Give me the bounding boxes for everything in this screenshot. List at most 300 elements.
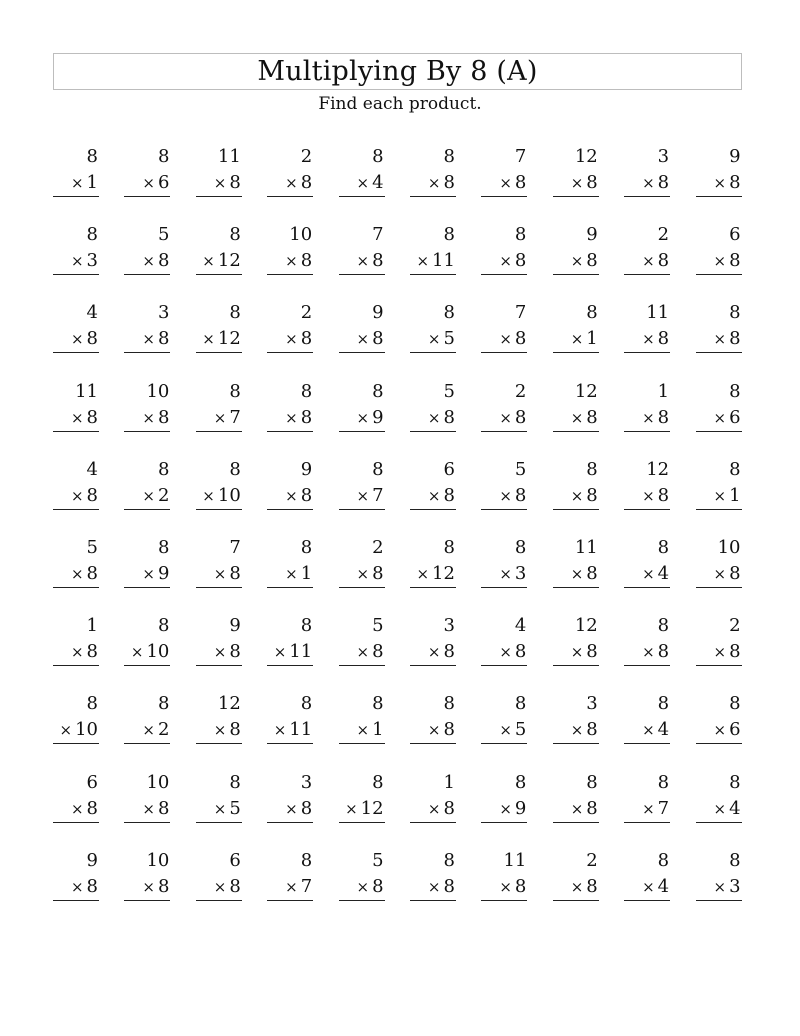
multiplicand: 8	[372, 771, 384, 793]
multiplication-problem	[339, 613, 385, 691]
times-sign: ×	[499, 486, 512, 505]
multiplier-line	[53, 247, 99, 275]
multiplicand: 6	[86, 771, 98, 793]
multiplication-problem	[410, 457, 456, 535]
multiplier-line	[196, 325, 242, 353]
multiplication-problem	[53, 770, 99, 848]
multiplier-line	[196, 716, 242, 744]
multiplier: 8	[514, 641, 527, 663]
multiplier: 7	[372, 484, 384, 506]
multiplier: 8	[229, 172, 241, 193]
multiplicand: 8	[657, 536, 670, 558]
multiplier: 10	[217, 484, 241, 506]
multiplication-problem	[624, 457, 670, 535]
times-sign: ×	[427, 174, 441, 192]
multiplication-problem	[696, 222, 742, 300]
multiplicand: 5	[86, 536, 98, 558]
multiplicand: 8	[443, 693, 455, 715]
multiplicand: 9	[729, 146, 741, 167]
multiplier: 2	[157, 719, 170, 741]
multiplicand: 7	[514, 302, 527, 324]
multiplicand: 8	[657, 615, 670, 637]
multiplicand: 8	[443, 849, 455, 871]
multiplicand: 12	[646, 458, 670, 480]
multiplicand: 8	[514, 536, 527, 558]
times-sign: ×	[213, 799, 227, 818]
multiplication-problem	[696, 300, 742, 378]
multiplication-problem	[196, 691, 242, 769]
multiplication-problem	[53, 379, 99, 457]
multiplier: 8	[586, 250, 598, 272]
multiplicand: 11	[646, 302, 670, 324]
multiplication-problem	[553, 535, 599, 613]
multiplicand: 1	[657, 380, 670, 402]
times-sign: ×	[713, 252, 727, 271]
multiplier-line	[267, 404, 313, 432]
multiplicand: 11	[217, 146, 241, 167]
times-sign: ×	[642, 174, 655, 192]
multiplication-problem	[267, 144, 313, 222]
multiplication-problem	[410, 613, 456, 691]
times-sign: ×	[713, 174, 727, 192]
multiplier: 8	[157, 250, 170, 272]
multiplier: 8	[300, 250, 313, 272]
times-sign: ×	[285, 799, 298, 818]
multiplier-line	[696, 638, 742, 666]
problem-row	[53, 457, 745, 535]
title-box	[53, 53, 742, 90]
multiplier: 8	[729, 250, 741, 272]
multiplier-line	[124, 325, 170, 353]
multiplication-problem	[553, 457, 599, 535]
multiplier-line	[624, 482, 670, 510]
multiplicand: 8	[586, 458, 598, 480]
multiplier: 8	[586, 875, 598, 897]
times-sign: ×	[427, 643, 441, 662]
problem-grid	[53, 144, 745, 926]
multiplier: 8	[229, 875, 241, 897]
multiplier: 6	[729, 406, 741, 428]
multiplication-problem	[410, 222, 456, 300]
multiplier: 8	[586, 719, 598, 741]
multiplier-line	[267, 638, 313, 666]
multiplier: 8	[443, 797, 455, 819]
multiplicand: 5	[514, 458, 527, 480]
multiplication-problem	[53, 457, 99, 535]
multiplication-problem	[124, 379, 170, 457]
multiplicand: 8	[514, 693, 527, 715]
times-sign: ×	[142, 252, 155, 271]
times-sign: ×	[642, 877, 655, 896]
multiplier-line	[339, 325, 385, 353]
multiplication-problem	[196, 300, 242, 378]
multiplication-problem	[624, 691, 670, 769]
multiplication-problem	[53, 535, 99, 613]
times-sign: ×	[285, 174, 298, 192]
multiplicand: 11	[574, 536, 598, 558]
multiplication-problem	[124, 300, 170, 378]
multiplier: 8	[729, 328, 741, 350]
times-sign: ×	[427, 330, 441, 349]
problem-row	[53, 613, 745, 691]
multiplication-problem	[339, 300, 385, 378]
multiplication-problem	[624, 379, 670, 457]
multiplicand: 1	[443, 771, 455, 793]
multiplication-problem	[53, 300, 99, 378]
multiplicand: 8	[157, 458, 170, 480]
multiplier-line	[196, 560, 242, 588]
multiplication-problem	[553, 379, 599, 457]
multiplication-problem	[267, 222, 313, 300]
times-sign: ×	[273, 721, 287, 740]
multiplier-line	[553, 247, 599, 275]
multiplicand: 8	[86, 224, 98, 246]
multiplier: 8	[443, 875, 455, 897]
multiplier: 8	[157, 406, 170, 428]
times-sign: ×	[499, 721, 512, 740]
multiplication-problem	[267, 379, 313, 457]
problem-row	[53, 535, 745, 613]
multiplication-problem	[624, 144, 670, 222]
multiplier-line	[196, 482, 242, 510]
multiplicand: 9	[372, 302, 384, 324]
times-sign: ×	[213, 877, 227, 896]
multiplication-problem	[339, 379, 385, 457]
multiplier-line	[124, 482, 170, 510]
times-sign: ×	[570, 564, 584, 583]
multiplier: 10	[75, 719, 98, 741]
multiplicand: 8	[729, 849, 741, 871]
multiplication-problem	[410, 848, 456, 926]
times-sign: ×	[356, 252, 370, 271]
multiplicand: 8	[514, 224, 527, 246]
multiplicand: 8	[300, 849, 313, 871]
times-sign: ×	[213, 408, 227, 427]
times-sign: ×	[70, 877, 84, 896]
times-sign: ×	[213, 174, 227, 192]
times-sign: ×	[642, 252, 655, 271]
times-sign: ×	[642, 330, 655, 349]
times-sign: ×	[713, 643, 727, 662]
multiplier: 12	[432, 562, 455, 584]
multiplication-problem	[696, 770, 742, 848]
multiplier-line	[481, 560, 527, 588]
multiplication-problem	[196, 457, 242, 535]
times-sign: ×	[356, 486, 370, 505]
multiplicand: 7	[514, 146, 527, 167]
multiplicand: 8	[514, 771, 527, 793]
multiplicand: 9	[86, 849, 98, 871]
multiplication-problem	[267, 457, 313, 535]
multiplier: 4	[729, 797, 741, 819]
multiplier-line	[410, 482, 456, 510]
multiplier-line	[696, 404, 742, 432]
multiplicand: 12	[217, 693, 241, 715]
multiplication-problem	[696, 457, 742, 535]
multiplication-problem	[339, 222, 385, 300]
times-sign: ×	[356, 408, 370, 427]
multiplication-problem	[267, 300, 313, 378]
multiplication-problem	[196, 222, 242, 300]
times-sign: ×	[142, 408, 155, 427]
multiplier-line	[624, 716, 670, 744]
multiplicand: 1	[86, 615, 98, 637]
multiplication-problem	[196, 770, 242, 848]
multiplication-problem	[624, 222, 670, 300]
multiplication-problem	[124, 613, 170, 691]
multiplicand: 2	[657, 224, 670, 246]
multiplicand: 9	[300, 458, 313, 480]
multiplication-problem	[124, 144, 170, 222]
multiplier-line	[696, 795, 742, 823]
times-sign: ×	[273, 643, 287, 662]
times-sign: ×	[499, 252, 512, 271]
multiplier-line	[267, 716, 313, 744]
times-sign: ×	[427, 799, 441, 818]
multiplier-line	[124, 638, 170, 666]
multiplier-line	[696, 247, 742, 275]
times-sign: ×	[499, 330, 512, 349]
multiplicand: 10	[146, 849, 170, 871]
multiplicand: 8	[443, 224, 455, 246]
multiplier: 8	[443, 406, 455, 428]
multiplier-line	[624, 560, 670, 588]
times-sign: ×	[142, 564, 155, 583]
times-sign: ×	[285, 486, 298, 505]
multiplier-line	[124, 716, 170, 744]
multiplication-problem	[267, 535, 313, 613]
times-sign: ×	[356, 330, 370, 349]
multiplicand: 11	[503, 849, 527, 871]
multiplier: 9	[372, 406, 384, 428]
multiplication-problem	[696, 535, 742, 613]
problem-row	[53, 848, 745, 926]
multiplication-problem	[196, 613, 242, 691]
times-sign: ×	[356, 564, 370, 583]
times-sign: ×	[285, 330, 298, 349]
multiplicand: 3	[586, 693, 598, 715]
multiplication-problem	[696, 144, 742, 222]
times-sign: ×	[427, 721, 441, 740]
multiplier-line	[553, 716, 599, 744]
multiplier-line	[267, 247, 313, 275]
multiplier: 8	[657, 406, 670, 428]
multiplier: 8	[514, 250, 527, 272]
multiplier: 8	[157, 328, 170, 350]
multiplier-line	[124, 560, 170, 588]
multiplication-problem	[124, 535, 170, 613]
times-sign: ×	[642, 564, 655, 583]
multiplier-line	[339, 169, 385, 197]
times-sign: ×	[427, 408, 441, 427]
multiplication-problem	[481, 535, 527, 613]
multiplier: 7	[657, 797, 670, 819]
multiplier-line	[410, 247, 456, 275]
times-sign: ×	[499, 799, 512, 818]
multiplier: 8	[586, 484, 598, 506]
multiplication-problem	[124, 770, 170, 848]
multiplication-problem	[267, 613, 313, 691]
multiplicand: 2	[300, 146, 313, 167]
multiplier-line	[624, 638, 670, 666]
multiplication-problem	[553, 691, 599, 769]
times-sign: ×	[285, 564, 298, 583]
times-sign: ×	[213, 643, 227, 662]
multiplicand: 8	[157, 536, 170, 558]
multiplication-problem	[410, 144, 456, 222]
multiplier-line	[624, 325, 670, 353]
multiplier-line	[410, 716, 456, 744]
multiplier-line	[481, 638, 527, 666]
multiplier: 2	[157, 484, 170, 506]
multiplier: 8	[514, 406, 527, 428]
multiplier-line	[339, 247, 385, 275]
times-sign: ×	[642, 721, 655, 740]
multiplier-line	[53, 404, 99, 432]
multiplication-problem	[196, 848, 242, 926]
multiplier: 8	[229, 719, 241, 741]
multiplier: 8	[86, 797, 98, 819]
times-sign: ×	[70, 643, 84, 662]
multiplication-problem	[553, 222, 599, 300]
multiplication-problem	[553, 848, 599, 926]
multiplier: 4	[657, 719, 670, 741]
multiplier-line	[53, 325, 99, 353]
times-sign: ×	[416, 252, 430, 271]
multiplication-problem	[410, 379, 456, 457]
multiplier-line	[124, 404, 170, 432]
multiplicand: 5	[372, 849, 384, 871]
multiplier-line	[481, 873, 527, 901]
multiplier-line	[553, 482, 599, 510]
multiplier: 11	[432, 250, 455, 272]
multiplicand: 9	[229, 615, 241, 637]
multiplicand: 3	[300, 771, 313, 793]
multiplication-problem	[481, 379, 527, 457]
multiplication-problem	[53, 144, 99, 222]
multiplier-line	[624, 169, 670, 197]
multiplication-problem	[124, 848, 170, 926]
multiplier-line	[553, 560, 599, 588]
times-sign: ×	[570, 643, 584, 662]
multiplicand: 4	[86, 302, 98, 324]
multiplier-line	[624, 795, 670, 823]
multiplicand: 8	[229, 380, 241, 402]
multiplier-line	[696, 482, 742, 510]
multiplicand: 8	[300, 536, 313, 558]
times-sign: ×	[70, 174, 84, 192]
multiplicand: 12	[574, 615, 598, 637]
multiplier-line	[553, 169, 599, 197]
multiplication-problem	[53, 613, 99, 691]
multiplier: 6	[729, 719, 741, 741]
multiplicand: 8	[729, 771, 741, 793]
multiplication-problem	[553, 144, 599, 222]
multiplication-problem	[339, 691, 385, 769]
multiplier: 8	[372, 250, 384, 272]
times-sign: ×	[570, 721, 584, 740]
problem-row	[53, 379, 745, 457]
multiplication-problem	[339, 457, 385, 535]
multiplicand: 10	[146, 380, 170, 402]
multiplier: 8	[86, 875, 98, 897]
multiplier: 8	[514, 875, 527, 897]
multiplier: 8	[657, 641, 670, 663]
times-sign: ×	[642, 799, 655, 818]
multiplicand: 6	[443, 458, 455, 480]
problem-row	[53, 770, 745, 848]
multiplier: 8	[372, 641, 384, 663]
multiplier: 7	[300, 875, 313, 897]
multiplicand: 8	[229, 458, 241, 480]
times-sign: ×	[142, 174, 155, 192]
multiplier-line	[553, 638, 599, 666]
multiplication-problem	[481, 770, 527, 848]
page-title: Multiplying By 8 (A)	[257, 56, 538, 87]
multiplier: 8	[729, 641, 741, 663]
multiplier: 4	[657, 562, 670, 584]
multiplier-line	[339, 404, 385, 432]
times-sign: ×	[642, 408, 655, 427]
multiplicand: 8	[657, 693, 670, 715]
multiplication-problem	[267, 848, 313, 926]
multiplicand: 10	[289, 224, 313, 246]
times-sign: ×	[416, 564, 430, 583]
multiplication-problem	[410, 770, 456, 848]
multiplicand: 8	[657, 771, 670, 793]
multiplicand: 8	[157, 146, 170, 167]
multiplier: 8	[300, 797, 313, 819]
times-sign: ×	[427, 877, 441, 896]
multiplier-line	[481, 404, 527, 432]
multiplication-problem	[267, 770, 313, 848]
multiplier-line	[53, 482, 99, 510]
times-sign: ×	[202, 486, 215, 505]
times-sign: ×	[202, 330, 215, 349]
multiplication-problem	[696, 848, 742, 926]
multiplier: 8	[514, 484, 527, 506]
multiplier: 8	[300, 328, 313, 350]
multiplicand: 8	[229, 302, 241, 324]
multiplier: 12	[217, 328, 241, 350]
multiplication-problem	[624, 535, 670, 613]
multiplier-line	[410, 169, 456, 197]
multiplier-line	[696, 560, 742, 588]
multiplier: 8	[443, 172, 455, 193]
multiplication-problem	[196, 144, 242, 222]
multiplier: 8	[86, 562, 98, 584]
times-sign: ×	[642, 643, 655, 662]
multiplication-problem	[553, 770, 599, 848]
multiplicand: 8	[300, 693, 313, 715]
multiplication-problem	[339, 848, 385, 926]
multiplier: 8	[729, 172, 741, 193]
multiplier: 12	[217, 250, 241, 272]
times-sign: ×	[499, 877, 512, 896]
multiplicand: 4	[86, 458, 98, 480]
multiplier-line	[53, 638, 99, 666]
multiplication-problem	[553, 613, 599, 691]
multiplier-line	[267, 325, 313, 353]
multiplication-problem	[481, 848, 527, 926]
problem-row	[53, 691, 745, 769]
multiplicand: 8	[157, 693, 170, 715]
multiplier-line	[553, 795, 599, 823]
multiplicand: 12	[574, 380, 598, 402]
times-sign: ×	[570, 799, 584, 818]
multiplier: 8	[229, 641, 241, 663]
times-sign: ×	[142, 799, 155, 818]
